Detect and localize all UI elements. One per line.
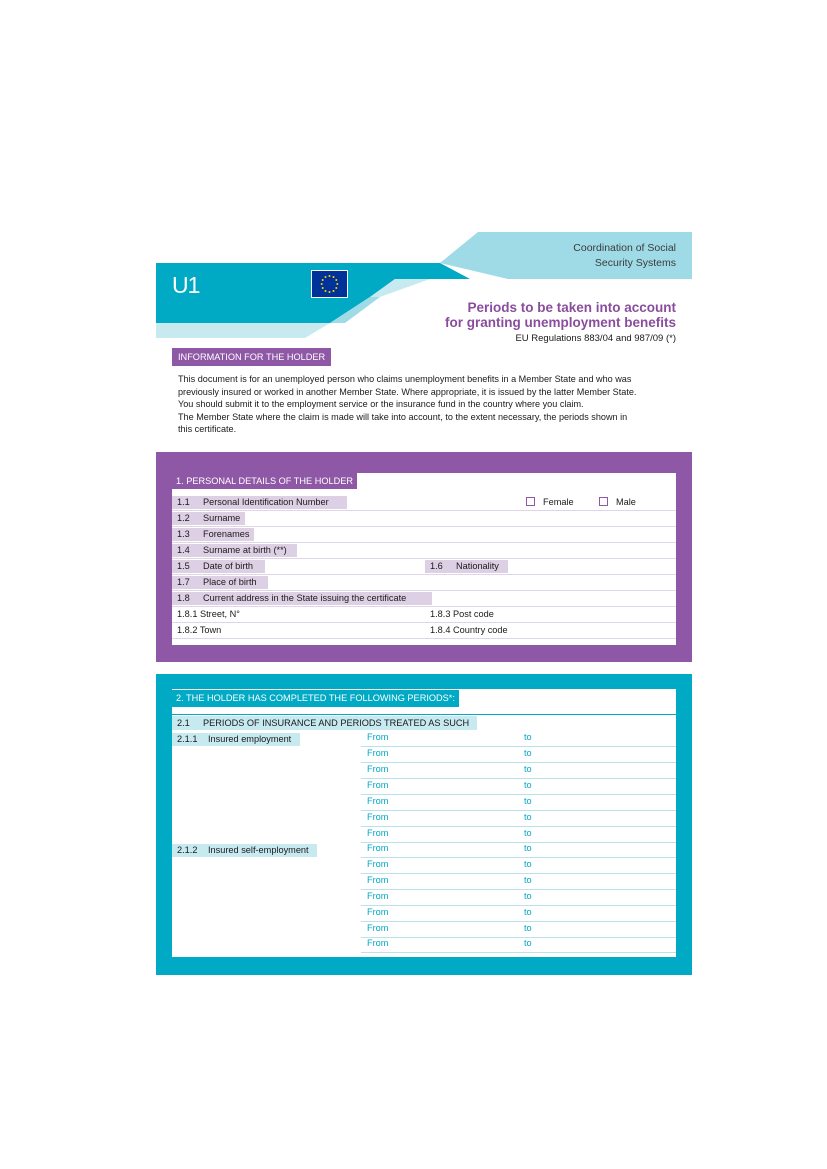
from-label: From	[367, 938, 389, 948]
form-code: U1	[172, 272, 200, 298]
male-checkbox[interactable]	[599, 497, 608, 506]
from-label: From	[367, 780, 389, 790]
from-label: From	[367, 812, 389, 822]
period-row[interactable]	[361, 795, 676, 811]
info-text	[178, 373, 678, 436]
from-label: From	[367, 843, 389, 853]
period-row[interactable]	[361, 874, 676, 890]
to-label: to	[524, 748, 532, 758]
info-line: previously insured or worked in another Member State. Where appropriate, it is issued by the latter Member State.	[178, 386, 637, 397]
nationality-label: 1.6 Nationality	[425, 560, 508, 573]
section-1-heading: 1. PERSONAL DETAILS OF THE HOLDER	[172, 473, 357, 489]
to-label: to	[524, 938, 532, 948]
to-label: to	[524, 843, 532, 853]
street-postcode-row[interactable]	[172, 606, 676, 623]
town-country-row[interactable]	[172, 622, 676, 639]
section-2-divider	[172, 714, 676, 715]
coordination-label	[573, 241, 676, 271]
place-of-birth-label: 1.7 Place of birth	[172, 576, 268, 589]
from-label: From	[367, 875, 389, 885]
from-label: From	[367, 923, 389, 933]
period-row[interactable]	[361, 827, 676, 843]
header-banner	[0, 0, 827, 350]
male-option[interactable]	[599, 496, 636, 509]
surname-row[interactable]	[172, 510, 676, 527]
surname-at-birth-row[interactable]	[172, 542, 676, 559]
town-label: 1.8.2 Town	[177, 625, 222, 635]
female-option[interactable]	[526, 496, 574, 509]
insured-self-employment-label: 2.1.2 Insured self-employment	[172, 844, 317, 857]
surname-at-birth-label: 1.4 Surname at birth (**)	[172, 544, 297, 557]
title-line-2: for granting unemployment benefits	[444, 315, 676, 330]
pin-row[interactable]	[172, 494, 676, 511]
male-label: Male	[616, 497, 636, 507]
coordination-line-2: Security Systems	[594, 257, 676, 269]
to-label: to	[524, 764, 532, 774]
section-2-heading: 2. THE HOLDER HAS COMPLETED THE FOLLOWING PERIODS*:	[172, 690, 459, 707]
from-label: From	[367, 732, 389, 742]
document-title	[445, 300, 676, 330]
period-row[interactable]	[361, 731, 676, 747]
regulations-label: EU Regulations 883/04 and 987/09 (*)	[515, 333, 676, 344]
info-line: You should submit it to the employment service or the insurance fund in the country where you claim.	[178, 399, 584, 410]
info-line: This document is for an unemployed person who claims unemployment benefits in a Member State and who was	[178, 374, 632, 384]
period-row[interactable]	[361, 747, 676, 763]
coordination-line-1: Coordination of Social	[573, 242, 676, 254]
female-label: Female	[543, 497, 574, 507]
from-label: From	[367, 907, 389, 917]
dob-label: 1.5 Date of birth	[172, 560, 265, 573]
period-row[interactable]	[361, 763, 676, 779]
to-label: to	[524, 812, 532, 822]
period-row[interactable]	[361, 906, 676, 922]
surname-label: 1.2 Surname	[172, 512, 245, 525]
postcode-label: 1.8.3 Post code	[430, 609, 494, 619]
place-of-birth-row[interactable]	[172, 574, 676, 591]
period-row[interactable]	[361, 922, 676, 938]
from-label: From	[367, 796, 389, 806]
to-label: to	[524, 859, 532, 869]
to-label: to	[524, 907, 532, 917]
period-row[interactable]	[361, 858, 676, 874]
dob-nationality-row[interactable]	[172, 558, 676, 575]
period-row[interactable]	[361, 937, 676, 953]
to-label: to	[524, 732, 532, 742]
forenames-row[interactable]	[172, 526, 676, 543]
info-line: The Member State where the claim is made will take into account, to the extent necessary, the periods shown in	[178, 411, 628, 422]
info-line: this certificate.	[178, 424, 237, 435]
from-label: From	[367, 828, 389, 838]
from-label: From	[367, 859, 389, 869]
from-label: From	[367, 891, 389, 901]
pin-label: 1.1 Personal Identification Number	[172, 496, 347, 509]
country-code-label: 1.8.4 Country code	[430, 625, 508, 635]
title-line-1: Periods to be taken into account	[467, 300, 676, 315]
to-label: to	[524, 796, 532, 806]
from-label: From	[367, 748, 389, 758]
banner-light-stripe-bottom	[156, 323, 330, 338]
to-label: to	[524, 780, 532, 790]
info-heading: INFORMATION FOR THE HOLDER	[172, 348, 331, 366]
street-label: 1.8.1 Street, N°	[177, 609, 240, 619]
period-row[interactable]	[361, 779, 676, 795]
period-row[interactable]	[361, 842, 676, 858]
to-label: to	[524, 828, 532, 838]
forenames-label: 1.3 Forenames	[172, 528, 254, 541]
period-row[interactable]	[361, 811, 676, 827]
from-label: From	[367, 764, 389, 774]
address-row	[172, 590, 676, 607]
to-label: to	[524, 891, 532, 901]
eu-flag-icon	[311, 270, 348, 298]
insured-employment-label: 2.1.1 Insured employment	[172, 733, 300, 746]
female-checkbox[interactable]	[526, 497, 535, 506]
period-row[interactable]	[361, 890, 676, 906]
to-label: to	[524, 923, 532, 933]
periods-subheading: 2.1 PERIODS OF INSURANCE AND PERIODS TREATED AS SUCH	[172, 716, 477, 730]
address-label: 1.8 Current address in the State issuing the certificate	[172, 592, 432, 605]
to-label: to	[524, 875, 532, 885]
